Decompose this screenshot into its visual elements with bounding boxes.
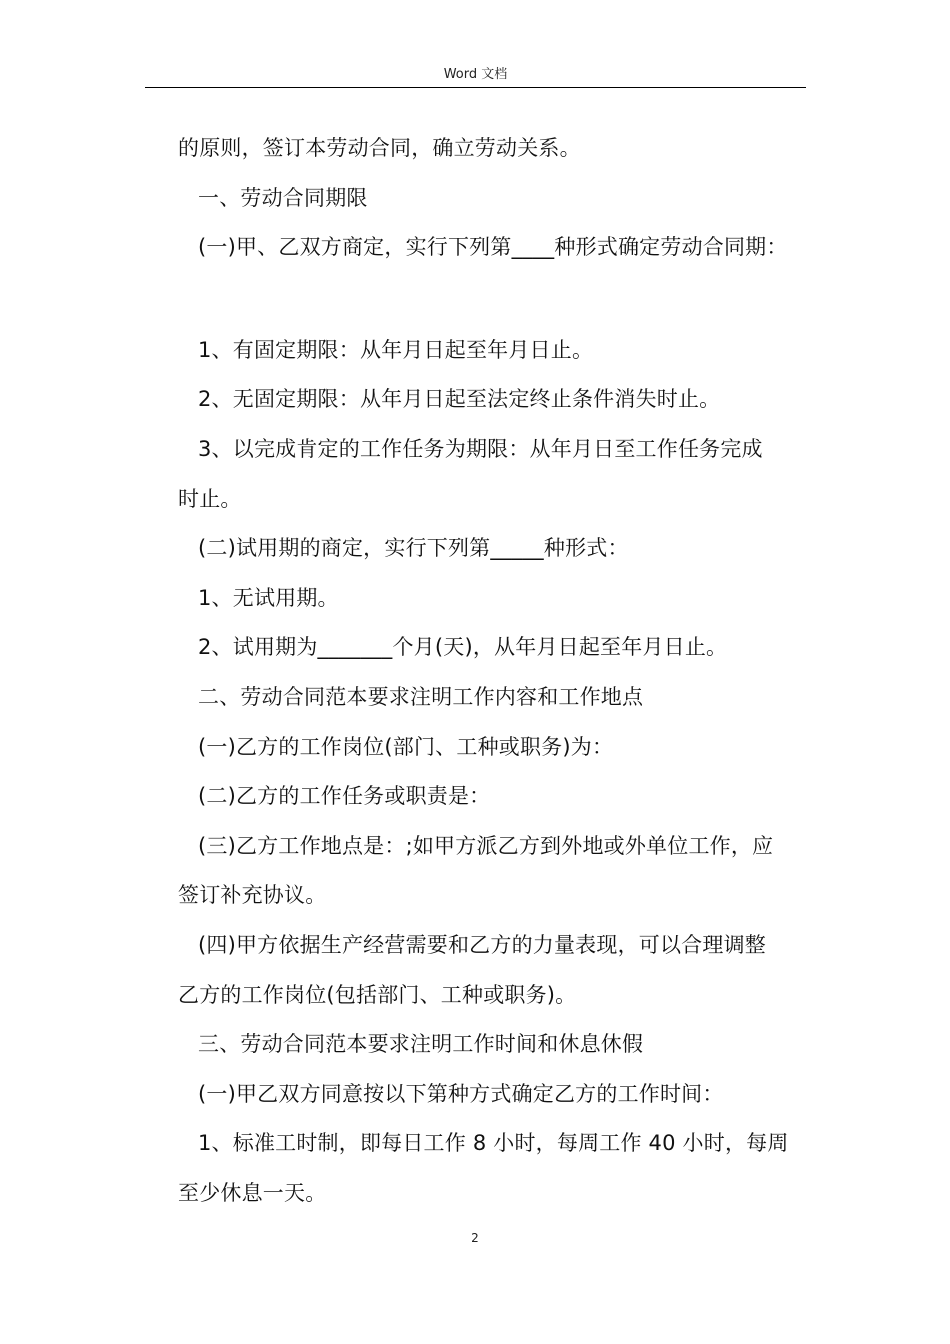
section-heading-3: 三、劳动合同范本要求注明工作时间和休息休假 [198, 1032, 644, 1057]
paragraph-3: (一)甲、乙双方商定，实行下列第____种形式确定劳动合同期： [198, 235, 788, 260]
section-heading-1: 一、劳动合同期限 [198, 185, 368, 210]
paragraph-14: (三)乙方工作地点是：;如甲方派乙方到外地或外单位工作，应 [198, 833, 774, 858]
document-body [178, 124, 808, 1218]
paragraph-14-continued: 签订补充协议。 [178, 883, 327, 908]
paragraph-1: 的原则，签订本劳动合同，确立劳动关系。 [178, 136, 581, 160]
paragraph-6: 3、以完成肯定的工作任务为期限：从年月日至工作任务完成 [198, 436, 763, 461]
paragraph-8: (二)试用期的商定，实行下列第_____种形式： [198, 536, 629, 561]
paragraph-6-continued: 时止。 [178, 486, 242, 511]
paragraph-10: 2、试用期为_______个月(天)，从年月日起至年月日止。 [198, 635, 728, 660]
paragraph-16: (四)甲方依据生产经营需要和乙方的力量表现，可以合理调整 [198, 932, 766, 957]
page-header: Word 文档 [443, 67, 508, 82]
paragraph-9: 1、无试用期。 [198, 585, 339, 610]
paragraph-19: (一)甲乙双方同意按以下第种方式确定乙方的工作时间： [198, 1081, 724, 1106]
paragraph-16-continued: 乙方的工作岗位(包括部门、工种或职务)。 [178, 982, 577, 1007]
header-rule [145, 87, 806, 88]
paragraph-13: (二)乙方的工作任务或职责是： [198, 784, 491, 809]
page-number: 2 [471, 1231, 479, 1245]
section-heading-2: 二、劳动合同范本要求注明工作内容和工作地点 [198, 684, 644, 709]
paragraph-20: 1、标准工时制，即每日工作 8 小时，每周工作 40 小时，每周 [198, 1131, 789, 1156]
paragraph-4: 1、有固定期限：从年月日起至年月日止。 [198, 337, 594, 362]
paragraph-12: (一)乙方的工作岗位(部门、工种或职务)为： [198, 734, 614, 759]
paragraph-20-continued: 至少休息一天。 [178, 1180, 327, 1205]
paragraph-5: 2、无固定期限：从年月日起至法定终止条件消失时止。 [198, 387, 721, 412]
